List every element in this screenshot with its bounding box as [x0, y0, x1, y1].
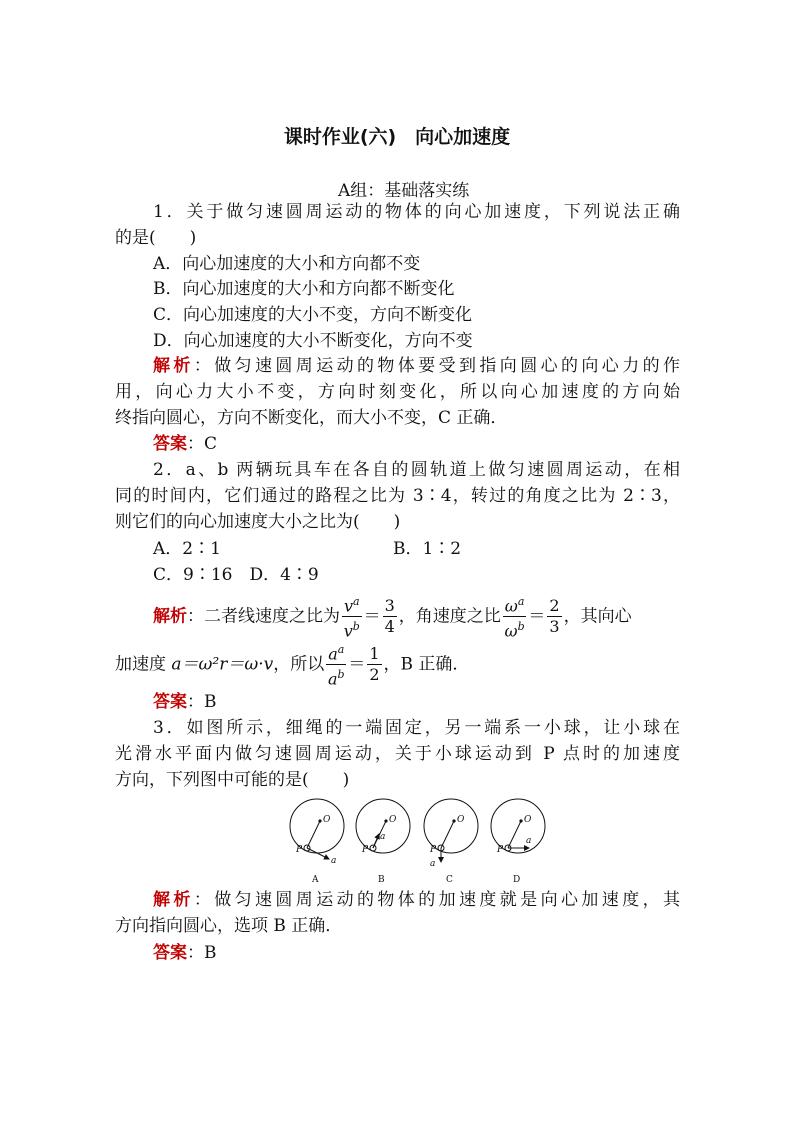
q3-answer: 答案：B — [153, 943, 217, 963]
svg-text:O: O — [457, 815, 465, 825]
svg-text:A: A — [312, 875, 319, 885]
svg-text:C: C — [446, 875, 453, 885]
q1-stem-line1: 1．关于做匀速圆周运动的物体的向心加速度，下列说法正确 — [153, 202, 680, 222]
q2-stem-line3: 则它们的向心加速度大小之比为( ) — [115, 512, 401, 532]
acceleration-formula: a＝ω²r＝ω·v — [171, 654, 274, 675]
q2-answer: 答案：B — [153, 692, 217, 712]
svg-text:B: B — [378, 875, 385, 885]
figure-panel-c — [424, 799, 478, 885]
svg-text:P: P — [362, 845, 369, 855]
analysis-label: 解析 — [153, 606, 187, 627]
svg-text:a: a — [430, 859, 436, 869]
svg-text:O: O — [323, 815, 331, 825]
page-title: 课时作业(六) 向心加速度 — [283, 126, 511, 148]
q1-option-a: A．向心加速度的大小和方向都不变 — [153, 254, 421, 274]
figure-panel-a — [290, 799, 344, 885]
q1-analysis-line3: 终指向圆心，方向不断变化，而大小不变，C 正确． — [115, 408, 508, 428]
svg-text:O: O — [524, 815, 532, 825]
q3-analysis-line2: 方向指向圆心，选项 B 正确． — [115, 916, 343, 936]
fraction-aa-ab: $\frac{a^a}{a^b}$ — [326, 640, 346, 690]
q3-analysis-line1: 解析：做匀速圆周运动的物体的加速度就是向心加速度，其 — [153, 890, 681, 910]
q1-option-b: B．向心加速度的大小和方向都不断变化 — [153, 279, 455, 299]
fraction-2-3: $\frac{2}{3}$ — [549, 596, 560, 637]
q2-stem-line2: 同的时间内，它们通过的路程之比为 3∶4，转过的角度之比为 2∶3， — [115, 486, 680, 506]
q1-answer: 答案：C — [153, 434, 218, 454]
q3-stem-line1: 3．如图所示，细绳的一端固定，另一端系一小球，让小球在 — [153, 718, 680, 738]
svg-text:P: P — [430, 845, 437, 855]
svg-text:O: O — [389, 815, 397, 825]
svg-text:P: P — [497, 845, 504, 855]
q2-option-cd: C．9∶16 D．4∶9 — [153, 565, 319, 585]
q2-analysis-line2: 加速度 a＝ω²r＝ω·v，所以 $\frac{a^a}{a^b}$ ＝ $\frac{1}{2}$ ，B 正确． — [115, 640, 469, 690]
figure-panel-d — [491, 799, 545, 885]
analysis-label: 解析 — [153, 356, 194, 376]
fraction-1-2: $\frac{1}{2}$ — [369, 644, 380, 685]
svg-text:P: P — [296, 845, 303, 855]
svg-text:a: a — [526, 836, 532, 846]
svg-text:D: D — [513, 875, 521, 885]
analysis-label: 解析 — [153, 890, 194, 910]
q1-option-c: C．向心加速度的大小不变，方向不断变化 — [153, 305, 473, 325]
q2-analysis-line1: 解析：二者线速度之比为 $\frac{v^a}{v^b}$ ＝ $\frac{3}{4}$ ，角速度之比 $\frac{\omega^a}{\omega^b}$ ＝ $\frac{2}{3}$ ，其向心 — [153, 592, 632, 642]
q2-stem-line1: 2．a、b 两辆玩具车在各自的圆轨道上做匀速圆周运动，在相 — [153, 460, 680, 480]
svg-text:a: a — [380, 832, 386, 842]
answer-label: 答案 — [153, 692, 187, 712]
q1-analysis-line1: 解析：做匀速圆周运动的物体要受到指向圆心的向心力的作 — [153, 356, 681, 376]
circular-motion-figure — [285, 792, 555, 887]
q3-stem-line2: 光滑水平面内做匀速圆周运动，关于小球运动到 P 点时的加速度 — [115, 744, 680, 764]
q2-option-b: B．1∶2 — [393, 539, 462, 559]
fraction-3-4: $\frac{3}{4}$ — [384, 596, 395, 637]
q1-analysis-line2: 用，向心力大小不变，方向时刻变化，所以向心加速度的方向始 — [115, 382, 680, 402]
q1-option-d: D．向心加速度的大小不断变化，方向不变 — [153, 331, 473, 351]
answer-label: 答案 — [153, 434, 187, 454]
group-heading: A组：基础落实练 — [338, 181, 470, 201]
q3-stem-line3: 方向，下列图中可能的是( ) — [115, 770, 350, 790]
q2-option-a: A．2∶1 — [153, 539, 221, 559]
fraction-wa-wb: $\frac{\omega^a}{\omega^b}$ — [503, 592, 527, 642]
figure-panel-b — [356, 799, 410, 885]
fraction-va-vb: $\frac{v^a}{v^b}$ — [342, 592, 362, 642]
answer-label: 答案 — [153, 943, 187, 963]
q1-stem-line2: 的是( ) — [115, 228, 197, 248]
svg-text:a: a — [331, 856, 337, 866]
